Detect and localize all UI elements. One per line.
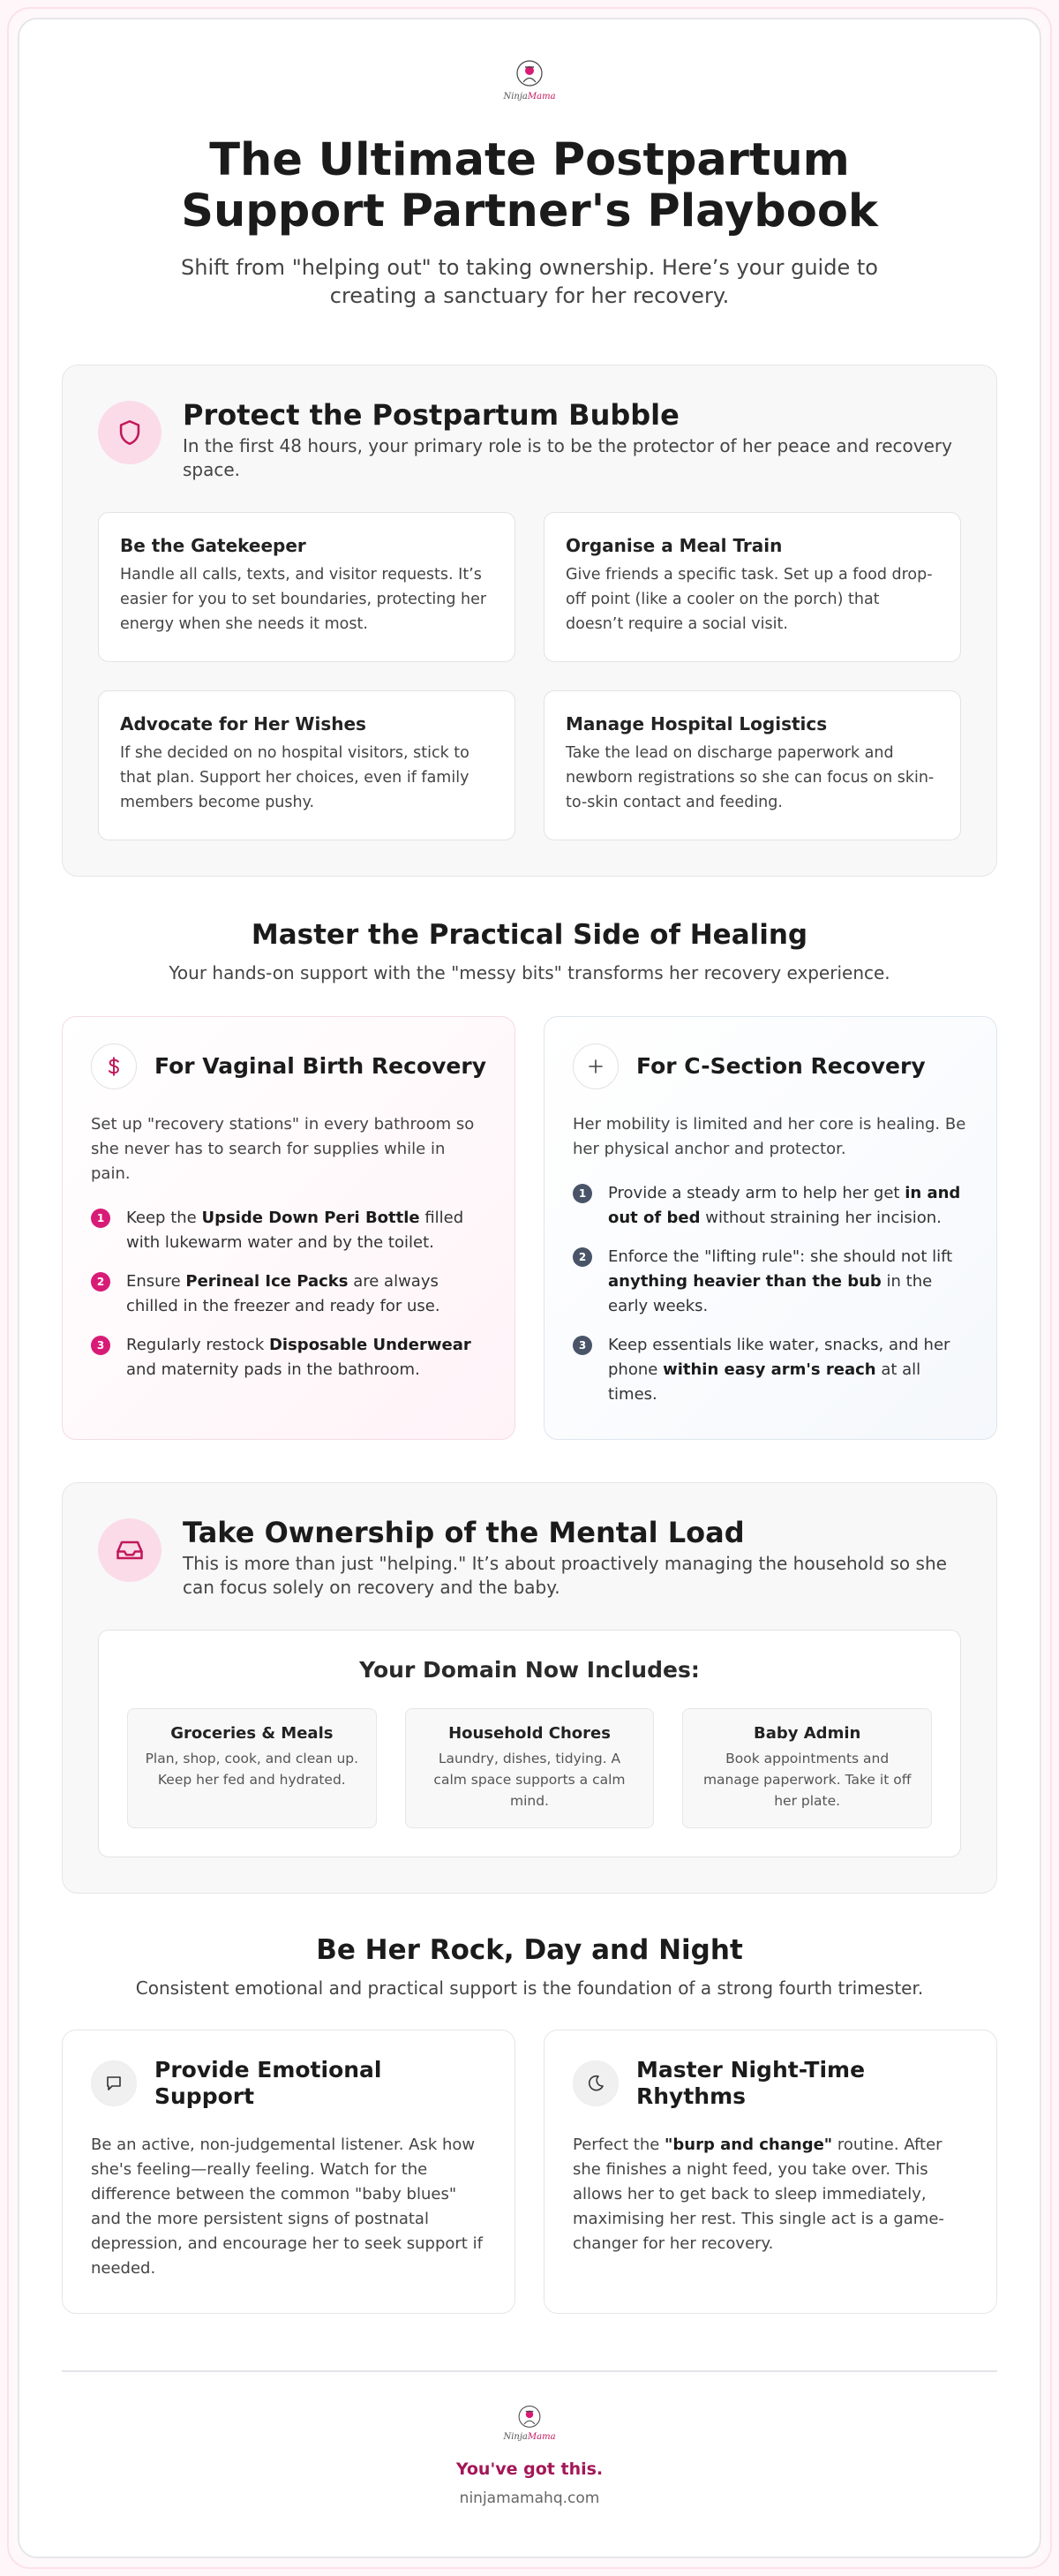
healing-section-subtitle: Your hands-on support with the "messy bits" transforms her recovery experience. (169, 962, 890, 983)
step-text: Keep essentials like water, snacks, and her phone (608, 1336, 950, 1379)
list-item (573, 1181, 968, 1231)
dollar-icon (91, 1043, 137, 1089)
csection-recovery-intro: Her mobility is limited and her core is healing. Be her physical anchor and protector. (573, 1115, 966, 1158)
step-text: and maternity pads in the bathroom. (126, 1360, 420, 1379)
step-text: Provide a steady arm to help her get (608, 1184, 905, 1202)
page-title: The Ultimate Postpartum Support Partner's Playbook (181, 134, 878, 237)
step-text: are always chilled in the freezer and ready for use. (126, 1272, 440, 1315)
domain-card (98, 1630, 961, 1857)
protect-bubble-section (62, 365, 997, 877)
vaginal-recovery-intro: Set up "recovery stations" in every bathroom so she never has to search for supplies while in pain. (91, 1115, 475, 1183)
vaginal-steps-list (91, 1206, 486, 1382)
domain-tile-title: Baby Admin (754, 1724, 861, 1743)
mental-load-intro: This is more than just "helping." It’s about proactively managing the household so she can focus solely on recovery and the baby. (183, 1553, 947, 1598)
ninja-mama-logo-icon (512, 2404, 547, 2434)
footer-divider (62, 2370, 997, 2372)
night-rhythms-card (544, 2030, 997, 2314)
step-number-badge: 2 (91, 1272, 110, 1292)
night-highlight: "burp and change" (665, 2135, 833, 2154)
protect-bubble-title: Protect the Postpartum Bubble (183, 398, 680, 432)
vaginal-recovery-title: For Vaginal Birth Recovery (154, 1053, 487, 1079)
healing-columns (62, 1016, 997, 1440)
tip-title: Manage Hospital Logistics (566, 713, 828, 734)
night-rhythms-title: Master Night-Time Rhythms (636, 2057, 866, 2109)
tip-title: Organise a Meal Train (566, 535, 783, 556)
step-number-badge: 1 (91, 1209, 110, 1228)
footer-logo (62, 2404, 997, 2442)
healing-section-title: Master the Practical Side of Healing (251, 919, 808, 951)
step-text: Regularly restock (126, 1336, 269, 1354)
tip-text: Handle all calls, texts, and visitor requests. It’s easier for you to set boundaries, protecting her energy when she needs it most. (120, 566, 487, 633)
step-text: Keep the (126, 1209, 202, 1227)
night-rhythms-text (573, 2133, 968, 2256)
vaginal-recovery-card (62, 1016, 515, 1440)
domain-tile-text: Book appointments and manage paperwork. Take it off her plate. (702, 1751, 912, 1809)
step-highlight: Perineal Ice Packs (185, 1272, 349, 1291)
domain-tile-title: Household Chores (448, 1724, 611, 1743)
brand-logo (62, 58, 997, 102)
step-number-badge: 3 (91, 1336, 110, 1355)
tip-card-hospital-logistics (544, 690, 961, 840)
ninja-mama-logo-icon (509, 58, 550, 94)
list-item (91, 1206, 486, 1255)
tip-title: Be the Gatekeeper (120, 535, 306, 556)
list-item (573, 1245, 968, 1319)
step-text: filled with lukewarm water and by the toilet. (126, 1209, 464, 1252)
logo-word-mama: Mama (527, 2432, 556, 2442)
step-text: at all times. (608, 1360, 921, 1404)
moon-icon (573, 2060, 619, 2106)
logo-word-ninja: Ninja (503, 2432, 528, 2442)
domain-tile-baby-admin (682, 1708, 932, 1828)
tip-text: If she decided on no hospital visitors, stick to that plan. Support her choices, even if family members become pushy. (120, 744, 469, 811)
emotional-support-title: Provide Emotional Support (154, 2057, 382, 2109)
playbook-card (18, 18, 1041, 2558)
domain-tile-groceries (127, 1708, 377, 1828)
footer-website: ninjamamahq.com (459, 2489, 600, 2507)
list-item (91, 1269, 486, 1319)
chat-bubble-icon (91, 2060, 137, 2106)
step-text: in the early weeks. (608, 1272, 933, 1315)
step-number-badge: 1 (573, 1184, 592, 1203)
csection-recovery-title: For C-Section Recovery (636, 1053, 926, 1079)
mental-load-section (62, 1482, 997, 1894)
csection-steps-list (573, 1181, 968, 1407)
domain-tile-text: Plan, shop, cook, and clean up. Keep her fed and hydrated. (145, 1751, 359, 1788)
step-highlight: in and out of bed (608, 1184, 961, 1227)
step-number-badge: 3 (573, 1336, 592, 1355)
footer (62, 2404, 997, 2507)
list-item (573, 1333, 968, 1407)
rock-columns (62, 2030, 997, 2314)
csection-recovery-card (544, 1016, 997, 1440)
list-item (91, 1333, 486, 1382)
rock-section-title: Be Her Rock, Day and Night (316, 1934, 743, 1966)
step-highlight: anything heavier than the bub (608, 1272, 882, 1291)
step-text: without straining her incision. (700, 1209, 942, 1227)
tip-text: Take the lead on discharge paperwork and newborn registrations so she can focus on skin-to-skin contact and feeding. (566, 744, 935, 811)
plus-icon (573, 1043, 619, 1089)
footer-tagline: You've got this. (455, 2459, 604, 2479)
tip-card-gatekeeper (98, 512, 515, 662)
inbox-icon (98, 1518, 161, 1582)
step-number-badge: 2 (573, 1247, 592, 1267)
domain-tile-text: Laundry, dishes, tidying. A calm space supports a calm mind. (433, 1751, 626, 1809)
tip-card-advocate (98, 690, 515, 840)
shield-icon (98, 401, 161, 464)
domain-tile-title: Groceries & Meals (170, 1724, 334, 1743)
logo-word-ninja: Ninja (503, 92, 528, 102)
logo-word-mama: Mama (527, 92, 556, 102)
tip-title: Advocate for Her Wishes (120, 713, 366, 734)
night-text-a: Perfect the (573, 2135, 665, 2154)
step-highlight: Upside Down Peri Bottle (201, 1209, 420, 1227)
domain-title: Your Domain Now Includes: (359, 1657, 700, 1683)
mental-load-title: Take Ownership of the Mental Load (183, 1516, 745, 1549)
rock-section-subtitle: Consistent emotional and practical support is the foundation of a strong fourth trimester. (135, 1977, 924, 1999)
step-text: Ensure (126, 1272, 186, 1291)
page-subtitle: Shift from "helping out" to taking ownership. Here’s your guide to creating a sanctuary for her recovery. (181, 255, 878, 308)
tip-text: Give friends a specific task. Set up a food drop-off point (like a cooler on the porch) that doesn’t require a social visit. (566, 566, 933, 633)
step-highlight: within easy arm's reach (663, 1360, 876, 1379)
page-frame (7, 7, 1052, 2569)
step-highlight: Disposable Underwear (268, 1336, 471, 1354)
step-text: Enforce the "lifting rule": she should not lift (608, 1247, 953, 1266)
logo-wordmark (503, 2432, 555, 2442)
protect-bubble-intro: In the first 48 hours, your primary role is to be the protector of her peace and recovery space. (183, 435, 952, 480)
domain-tile-chores (405, 1708, 655, 1828)
emotional-support-card (62, 2030, 515, 2314)
logo-wordmark (503, 92, 555, 102)
night-text-b: routine. After she finishes a night feed, you take over. This allows her to get back to sleep immediately, maximising her rest. This single act is a game-changer for her recovery. (573, 2135, 944, 2253)
emotional-support-text: Be an active, non-judgemental listener. Ask how she's feeling—really feeling. Watch for the difference between the common "baby blues" and the more persistent signs of postnatal depression, and encourage her to seek support if needed. (91, 2135, 483, 2278)
tip-card-meal-train (544, 512, 961, 662)
